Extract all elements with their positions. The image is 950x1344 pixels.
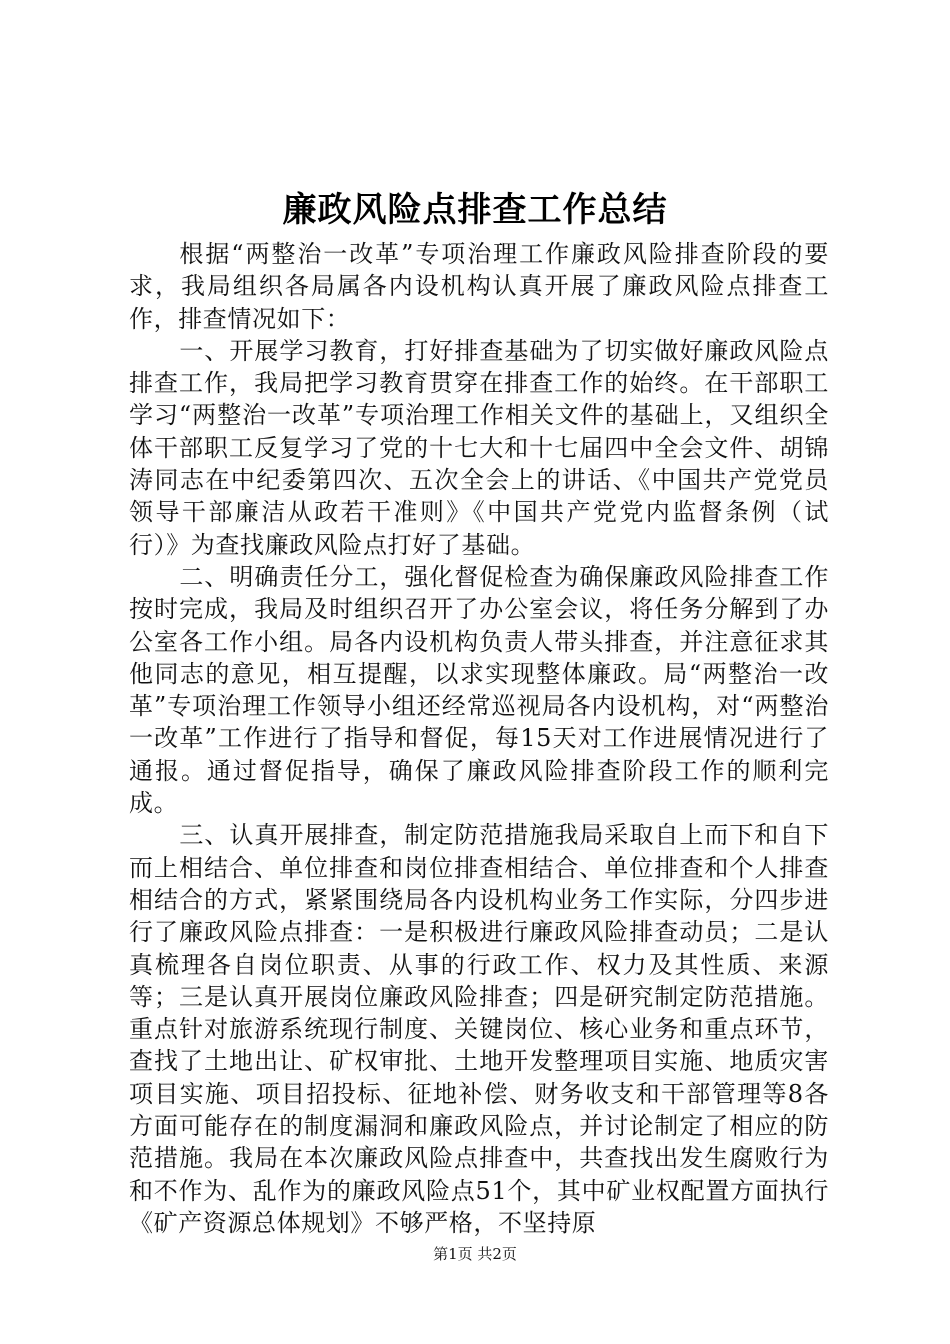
paragraph-intro: 根据“两整治一改革”专项治理工作廉政风险排查阶段的要求，我局组织各局属各内设机构认真开展了廉政风险点排查工作，排查情况如下： xyxy=(129,240,829,333)
paragraph-section-1: 一、开展学习教育，打好排查基础为了切实做好廉政风险点排查工作，我局把学习教育贯穿在排查工作的始终。在干部职工学习“两整治一改革”专项治理工作相关文件的基础上，又组织全体干部职工反复学习了党的十七大和十七届四中全会文件、胡锦涛同志在中纪委第四次、五次全会上的讲话、《中国共产党党员领导干部廉洁从政若干准则》《中国共产党党内监督条例（试行）》为查找廉政风险点打好了基础。 xyxy=(129,336,829,559)
paragraph-section-3: 三、认真开展排查，制定防范措施我局采取自上而下和自下而上相结合、单位排查和岗位排查相结合、单位排查和个人排查相结合的方式，紧紧围绕局各内设机构业务工作实际，分四步进行了廉政风险点排查：一是积极进行廉政风险排查动员；二是认真梳理各自岗位职责、从事的行政工作、权力及其性质、来源等；三是认真开展岗位廉政风险排查；四是研究制定防范措施。重点针对旅游系统现行制度、关键岗位、核心业务和重点环节，查找了土地出让、矿权审批、土地开发整理项目实施、地质灾害项目实施、项目招投标、征地补偿、财务收支和干部管理等8各方面可能存在的制度漏洞和廉政风险点，并讨论制定了相应的防范措施。我局在本次廉政风险点排查中，共查找出发生腐败行为和不作为、乱作为的廉政风险点51个，其中矿业权配置方面执行《矿产资源总体规划》不够严格，不坚持原 xyxy=(129,821,829,1237)
document-body xyxy=(129,238,829,1239)
page-footer: 第1页 共2页 xyxy=(433,1245,517,1263)
document-title: 廉政风险点排查工作总结 xyxy=(282,190,668,230)
paragraph-section-2: 二、明确责任分工，强化督促检查为确保廉政风险排查工作按时完成，我局及时组织召开了办公室会议，将任务分解到了办公室各工作小组。局各内设机构负责人带头排查，并注意征求其他同志的意见，相互提醒，以求实现整体廉政。局“两整治一改革”专项治理工作领导小组还经常巡视局各内设机构，对“两整治一改革”工作进行了指导和督促，每15天对工作进展情况进行了通报。通过督促指导，确保了廉政风险排查阶段工作的顺利完成。 xyxy=(129,562,829,818)
